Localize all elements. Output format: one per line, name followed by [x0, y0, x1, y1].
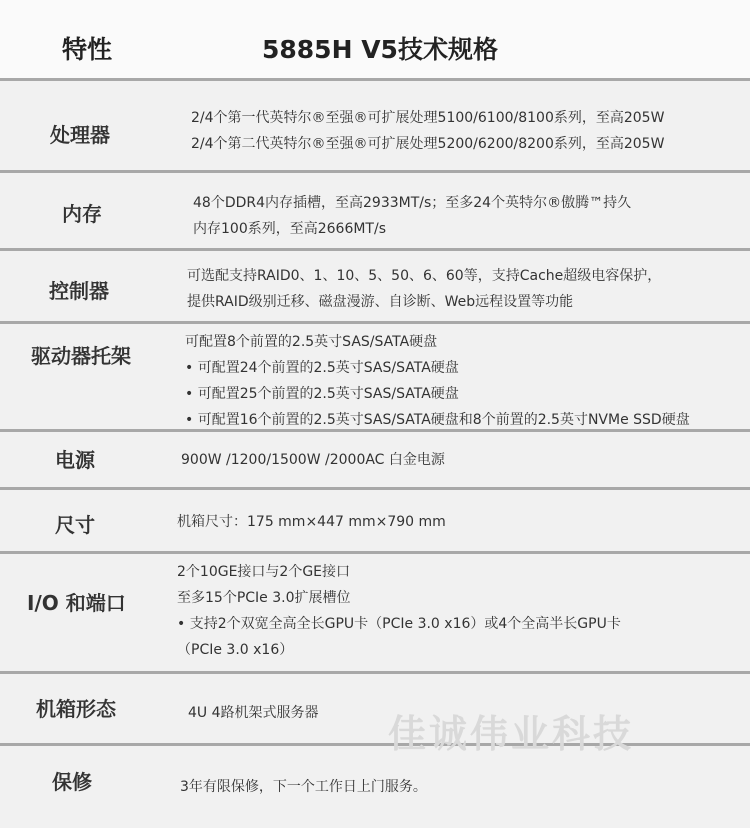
row-label: 电源: [55, 448, 95, 472]
row-line: 可选配支持RAID0、1、10、5、50、6、60等，支持Cache超级电容保护，: [187, 268, 662, 284]
row-line: 内存100系列，至高2666MT/s: [193, 221, 386, 237]
spec-row-processor: [0, 81, 750, 170]
row-line: （PCIe 3.0 x16）: [177, 642, 294, 658]
row-label: 控制器: [49, 279, 109, 303]
row-line: 可配置8个前置的2.5英寸SAS/SATA硬盘: [185, 334, 438, 350]
row-line: • 支持2个双宽全高全长GPU卡（PCIe 3.0 x16）或4个全高半长GPU卡: [177, 616, 621, 632]
feature-column-header: 特性: [62, 35, 113, 64]
table-header: [0, 0, 750, 78]
spec-row-drive-bays: [0, 324, 750, 429]
row-line: 机箱尺寸：175 mm×447 mm×790 mm: [177, 514, 446, 530]
row-line: 3年有限保修，下一个工作日上门服务。: [180, 779, 427, 795]
row-line: 至多15个PCIe 3.0扩展槽位: [177, 590, 351, 606]
spec-row-warranty: [0, 746, 750, 828]
row-line: 2个10GE接口与2个GE接口: [177, 564, 351, 580]
row-label: 处理器: [50, 123, 110, 147]
watermark: 佳诚伟业科技: [388, 712, 635, 756]
spec-row-power: [0, 432, 750, 487]
row-label: 机箱形态: [36, 697, 116, 721]
spec-title: 5885H V5技术规格: [262, 35, 498, 64]
spec-row-memory: [0, 173, 750, 248]
row-line: 48个DDR4内存插槽，至高2933MT/s；至多24个英特尔®傲腾™持久: [193, 195, 632, 211]
row-label: 保修: [52, 770, 92, 794]
spec-row-io-ports: [0, 554, 750, 671]
row-line: 2/4个第一代英特尔®至强®可扩展处理5100/6100/8100系列，至高205W: [191, 110, 665, 126]
row-line: 提供RAID级别迁移、磁盘漫游、自诊断、Web远程设置等功能: [187, 294, 574, 310]
row-line: 4U 4路机架式服务器: [188, 705, 319, 721]
row-line: • 可配置25个前置的2.5英寸SAS/SATA硬盘: [185, 386, 459, 402]
row-label: 内存: [62, 202, 102, 226]
spec-row-chassis: [0, 674, 750, 743]
row-label: 驱动器托架: [31, 344, 131, 368]
row-line: • 可配置16个前置的2.5英寸SAS/SATA硬盘和8个前置的2.5英寸NVMe SSD硬盘: [185, 412, 690, 428]
row-line: 2/4个第二代英特尔®至强®可扩展处理5200/6200/8200系列，至高205W: [191, 136, 665, 152]
row-label: I/O 和端口: [27, 591, 126, 615]
spec-row-controller: [0, 251, 750, 321]
spec-row-dimensions: [0, 490, 750, 551]
row-label: 尺寸: [55, 513, 95, 537]
row-line: • 可配置24个前置的2.5英寸SAS/SATA硬盘: [185, 360, 459, 376]
row-line: 900W /1200/1500W /2000AC 白金电源: [181, 452, 445, 468]
